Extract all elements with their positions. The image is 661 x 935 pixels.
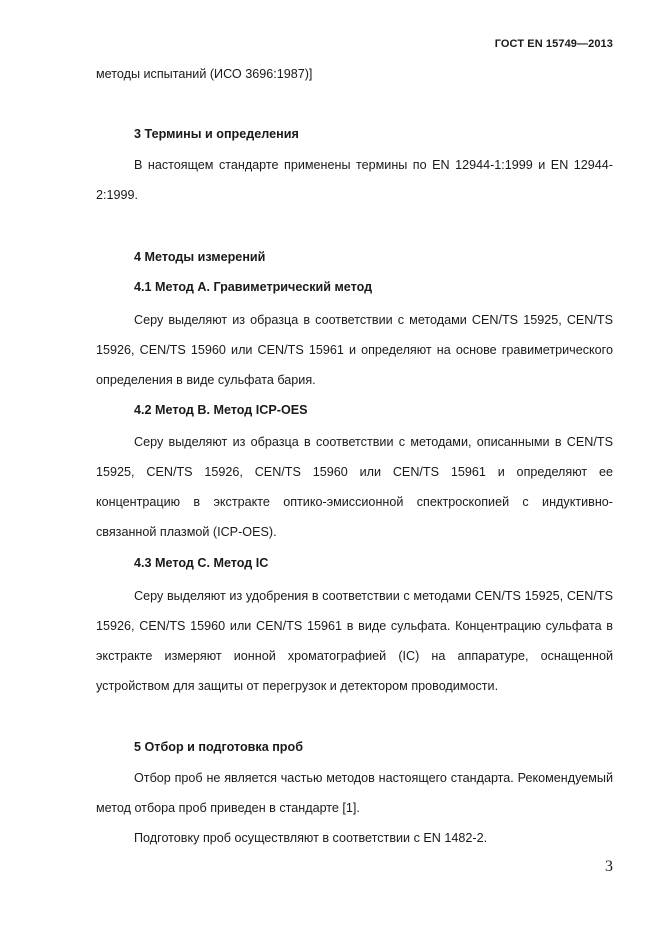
section-4-3-heading: 4.3 Метод С. Метод IC (134, 556, 269, 570)
section-3-body (96, 150, 613, 210)
section-4-3-body (96, 581, 613, 701)
section-4-1-body (96, 305, 613, 395)
section-3-heading: 3 Термины и определения (134, 127, 299, 141)
section-4-1-heading: 4.1 Метод А. Гравиметрический метод (134, 280, 373, 294)
top-line-text: методы испытаний (ИСО 3696:1987)] (96, 67, 313, 81)
section-4-2-heading: 4.2 Метод В. Метод ICP-OES (134, 403, 308, 417)
section-4-heading: 4 Методы измерений (134, 250, 266, 264)
section-4-2-paragraph: Серу выделяют из образца в соответствии с методами, описанными в CEN/TS 15925, CEN/TS 15926, CEN/TS 15960 или CEN/TS 15961 и определяют ее концентрацию в экстракте оптико-эмиссионной спектроскопией с индуктивно-связанной плазмой (ICP-OES). (96, 435, 613, 539)
section-5-paragraph-1: Отбор проб не является частью методов настоящего стандарта. Рекомендуемый метод отбора проб приведен в стандарте [1]. (96, 771, 613, 815)
section-3-paragraph: В настоящем стандарте применены термины по EN 12944-1:1999 и EN 12944-2:1999. (96, 158, 613, 202)
section-4-1-paragraph: Серу выделяют из образца в соответствии с методами CEN/TS 15925, CEN/TS 15926, CEN/TS 15960 или CEN/TS 15961 и определяют на основе гравиметрического определения в виде сульфата бария. (96, 313, 613, 387)
section-4-2-body (96, 427, 613, 547)
continuation-line (96, 59, 613, 89)
section-4-3-paragraph: Серу выделяют из удобрения в соответствии с методами CEN/TS 15925, CEN/TS 15926, CEN/TS 15960 или CEN/TS 15961 в виде сульфата. Концентрацию сульфата в экстракте измеряют ионной хроматографией (IC) на аппаратуре, оснащенной устройством для защиты от перегрузок и детектором проводимости. (96, 589, 613, 693)
section-5-paragraph-2: Подготовку проб осуществляют в соответствии с EN 1482-2. (134, 831, 488, 845)
section-5-heading: 5 Отбор и подготовка проб (134, 740, 303, 754)
document-code-header: ГОСТ EN 15749—2013 (494, 38, 613, 50)
page-number: 3 (605, 858, 613, 875)
section-5-body (96, 763, 613, 853)
